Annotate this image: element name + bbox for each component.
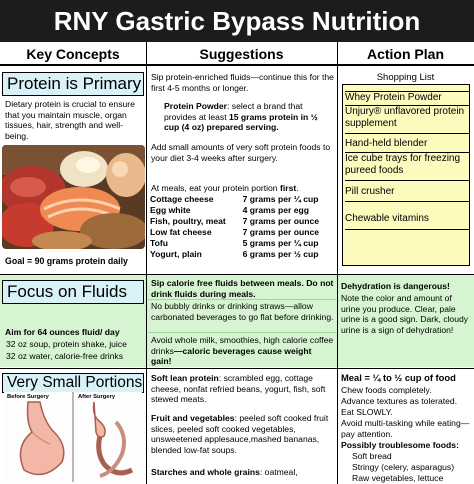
divider-fluids-portions [0, 368, 474, 369]
food-name: Low fat cheese [150, 227, 212, 237]
protein-powder-text: : select a brand that provides at least [164, 101, 303, 122]
protein-powder-tip [164, 101, 334, 133]
food-protein: 5 grams per ¼ cup [242, 238, 319, 248]
fluids-aim: Aim for 64 ounces fluid/ day [5, 327, 120, 337]
protein-title: Protein is Primary [2, 72, 144, 96]
fluids-sep-1 [148, 299, 336, 300]
shopping-item: Hand-held blender [345, 138, 469, 153]
shopping-item: Chewable vitamins [345, 213, 469, 230]
header-key-concepts: Key Concepts [26, 46, 120, 62]
protein-powder-bold: 15 grams protein in ½ cup (4 oz) prepared serving. [164, 111, 318, 133]
meal-label: Meal [341, 372, 362, 383]
food-name: Cottage cheese [150, 194, 214, 204]
soft-protein-text: : scrambled egg, cottage cheese, nonfat refried beans, yogurt, fish, soft stewed meats. [151, 373, 326, 405]
stomach-before-after-diagram [4, 392, 142, 482]
dehydration-text: Note the color and amount of urine you produce. Clear, pale urine is a good sign. Dark, cloudy urine is a sign of dehydration! [341, 293, 469, 335]
protein-foods-image [2, 145, 145, 249]
table-row [150, 249, 336, 260]
meal-tip: Eat SLOWLY. [341, 407, 393, 417]
fluids-suggest-1: Sip calorie free fluids between meals. Do not drink fluids during meals. [151, 278, 334, 299]
before-surgery-label: Before Surgery [7, 394, 49, 400]
food-name: Yogurt, plain [150, 249, 202, 259]
header-suggestions: Suggestions [199, 46, 284, 62]
starches-label: Starches and whole grains [151, 467, 260, 477]
protein-foods-photo [2, 145, 145, 249]
food-protein: 7 grams per ounce [242, 227, 320, 237]
portions-fruit-veg [151, 413, 334, 455]
portions-starches [151, 467, 334, 478]
protein-suggest-intro: Sip protein-enriched fluids—continue this for the first 4-5 months or longer. [151, 72, 334, 93]
table-row [150, 194, 336, 205]
protein-powder-label: Protein Powder [164, 101, 228, 111]
shopping-item: Unjury® unflavored protein supplement [345, 106, 469, 134]
after-surgery-label: After Surgery [78, 394, 116, 400]
starches-text: : oatmeal, [259, 467, 298, 477]
fruit-veg-label: Fruit and vegetables [151, 413, 235, 423]
troublesome-food: Raw vegetables, lettuce [352, 473, 444, 483]
column-divider-right [337, 42, 338, 484]
column-header-row [0, 42, 474, 66]
meal-tip: Avoid multi-tasking while eating—pay attention. [341, 418, 470, 439]
food-protein: 4 grams per egg [242, 205, 309, 215]
food-name: Tofu [150, 238, 168, 248]
fluids-suggest-2: No bubbly drinks or drinking straws—allow carbonated beverages to go flat before drinking. [151, 301, 334, 322]
shopping-list-title: Shopping List [376, 72, 435, 83]
protein-meals-text: At meals, eat your protein portion [151, 183, 280, 193]
meal-tip: Chew foods completely. [341, 385, 432, 395]
portions-soft-protein [151, 373, 334, 405]
shopping-item: Pill crusher [345, 186, 469, 202]
meal-size [341, 373, 472, 384]
dehydration-title: Dehydration is dangerous! [341, 281, 450, 291]
protein-body: Dietary protein is crucial to ensure that you maintain muscle, organ tissues, hair, strength and well-being. [5, 99, 135, 141]
fluids-list-item: 32 oz soup, protein shake, juice [6, 339, 127, 349]
soft-protein-label: Soft lean protein [151, 373, 219, 383]
portions-title: Very Small Portions [2, 373, 144, 393]
food-protein: 7 grams per ounce [242, 216, 320, 226]
divider-protein-fluids [0, 274, 474, 275]
fruit-veg-text: : peeled soft cooked fruit slices, peeled soft cooked vegetables, unsweetened applesauce,mashed bananas, blended low-fat soups. [151, 413, 329, 455]
meal-tip: Advance textures as tolerated. [341, 396, 458, 406]
protein-content-table [150, 194, 336, 260]
meal-text: = ¼ to ½ cup of food [364, 372, 456, 383]
fluids-suggest-3b: —caloric beverages cause weight gain! [151, 345, 312, 367]
protein-soft-foods: Add small amounts of very soft protein foods to your diet 3-4 weeks after surgery. [151, 142, 331, 163]
troublesome-foods-label: Possibly troublesome foods: [341, 440, 459, 450]
header-action-plan: Action Plan [366, 46, 444, 62]
protein-goal: Goal = 90 grams protein daily [5, 256, 128, 266]
shopping-item: Ice cube trays for freezing pureed foods [345, 153, 469, 181]
page-title: RNY Gastric Bypass Nutrition [0, 0, 474, 42]
fluids-suggest-3a: Avoid whole milk, smoothies, high calorie coffee drinks [151, 335, 334, 356]
food-protein: 6 grams per ½ cup [242, 249, 319, 259]
fluids-list-item: 32 oz water, calorie-free drinks [6, 351, 124, 361]
column-divider-left [146, 42, 147, 484]
table-row [150, 205, 336, 216]
table-row [150, 238, 336, 249]
table-row [150, 216, 336, 227]
food-name: Egg white [150, 205, 191, 215]
protein-meals-bold: first [279, 183, 297, 193]
food-name: Fish, poultry, meat [150, 216, 226, 226]
troublesome-food: Soft bread [352, 451, 392, 461]
fluids-sep-2 [148, 332, 336, 333]
fluids-suggest-3 [151, 335, 334, 367]
food-protein: 7 grams per ¼ cup [242, 194, 319, 204]
table-row [150, 227, 336, 238]
protein-meals-tip: At meals, eat your protein portion first. [151, 183, 299, 193]
fluids-title: Focus on Fluids [2, 280, 144, 304]
troublesome-food: Stringy (celery, asparagus) [352, 462, 455, 472]
shopping-item: Whey Protein Powder [345, 91, 469, 106]
